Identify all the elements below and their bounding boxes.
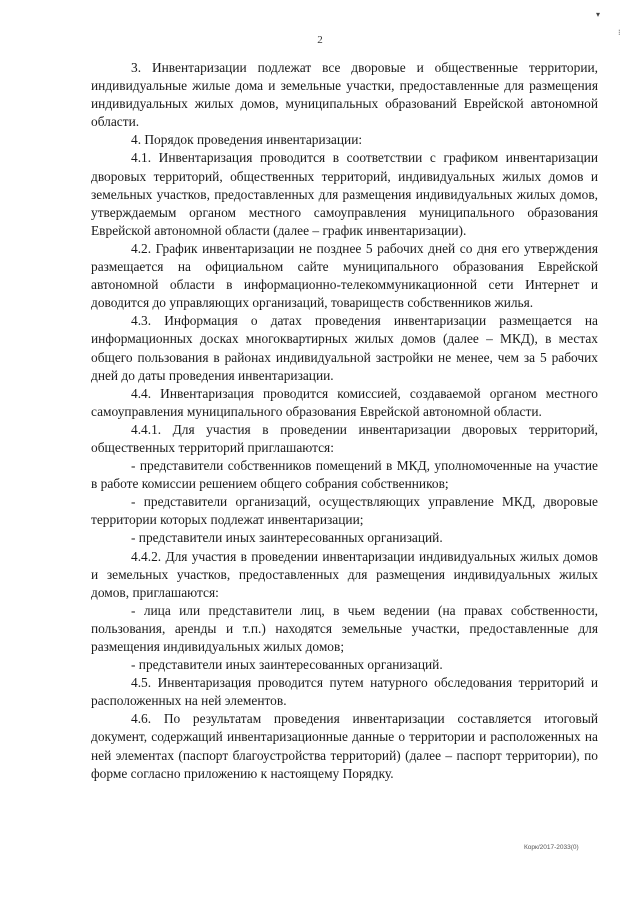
list-item-management-organizations: - представители организаций, осуществляющих управление МКД, дворовые территории которых подлежат инвентаризации;: [91, 494, 598, 528]
paragraph-4-4-2: 4.4.2. Для участия в проведении инвентаризации индивидуальных жилых домов и земельных участков, предоставленных для размещения индивидуальных жилых домов, приглашаются:: [91, 548, 598, 600]
scan-mark-edge: ⁝: [618, 28, 621, 37]
page-number: 2: [317, 34, 323, 46]
paragraph-4-6: 4.6. По результатам проведения инвентаризации составляется итоговый документ, содержащий инвентаризационные данные о территории и расположенных на ней элементах (паспорт благоустройства территорий) (далее – паспорт территории), по форме согласно приложению к настоящему Порядку.: [91, 711, 598, 781]
paragraph-4-1: 4.1. Инвентаризация проводится в соответствии с графиком инвентаризации дворовых территорий, общественных территорий, индивидуальных жилых домов и земельных участков, предоставленных для размещения индивидуальных жилых домов, утверждаемым органом местного самоуправления муниципального образования Еврейской автономной области (далее – график инвентаризации).: [91, 150, 598, 238]
section-4-heading: 4. Порядок проведения инвентаризации:: [131, 132, 363, 148]
paragraph-3: 3. Инвентаризации подлежат все дворовые и общественные территории, индивидуальные жилые дома и земельные участки, предоставленные для размещения индивидуальных жилых домов, муниципальных образований Еврейской автономной области.: [91, 60, 598, 130]
paragraph-4-2: 4.2. График инвентаризации не позднее 5 рабочих дней со дня его утверждения размещается на официальном сайте муниципального образования Еврейской автономной области в информационно-телекоммуникационной сети Интернет и доводится до управляющих организаций, товариществ собственников жилья.: [91, 240, 598, 311]
list-item-interested-organizations-2: - представители иных заинтересованных организаций.: [131, 657, 443, 673]
document-body: [91, 59, 598, 783]
list-item-land-holders: - лица или представители лиц, в чьем ведении (на правах собственности, пользования, аренды и т.п.) находятся земельные участки, предоставленные для размещения индивидуальных жилых домов;: [91, 602, 598, 654]
paragraph-4-3: 4.3. Информация о датах проведения инвентаризации размещается на информационных досках многоквартирных жилых домов (далее – МКД), в местах общего пользования в районах индивидуальной застройки не менее, чем за 5 рабочих дней до даты проведения инвентаризации.: [91, 313, 598, 383]
list-item-owners-representatives: - представители собственников помещений в МКД, уполномоченные на участие в работе комиссии решением общего собрания собственников;: [91, 458, 598, 492]
paragraph-4-4-1: 4.4.1. Для участия в проведении инвентаризации дворовых территорий, общественных территорий приглашаются:: [91, 421, 598, 455]
paragraph-4-4: 4.4. Инвентаризация проводится комиссией, создаваемой органом местного самоуправления муниципального образования Еврейской автономной области.: [91, 385, 598, 419]
paragraph-4-5: 4.5. Инвентаризация проводится путем натурного обследования территорий и расположенных на ней элементов.: [91, 675, 598, 709]
document-code: Корк/2017-2033(0): [524, 844, 579, 851]
list-item-interested-organizations: - представители иных заинтересованных организаций.: [131, 530, 443, 546]
scan-mark-top: ▾: [596, 10, 601, 19]
